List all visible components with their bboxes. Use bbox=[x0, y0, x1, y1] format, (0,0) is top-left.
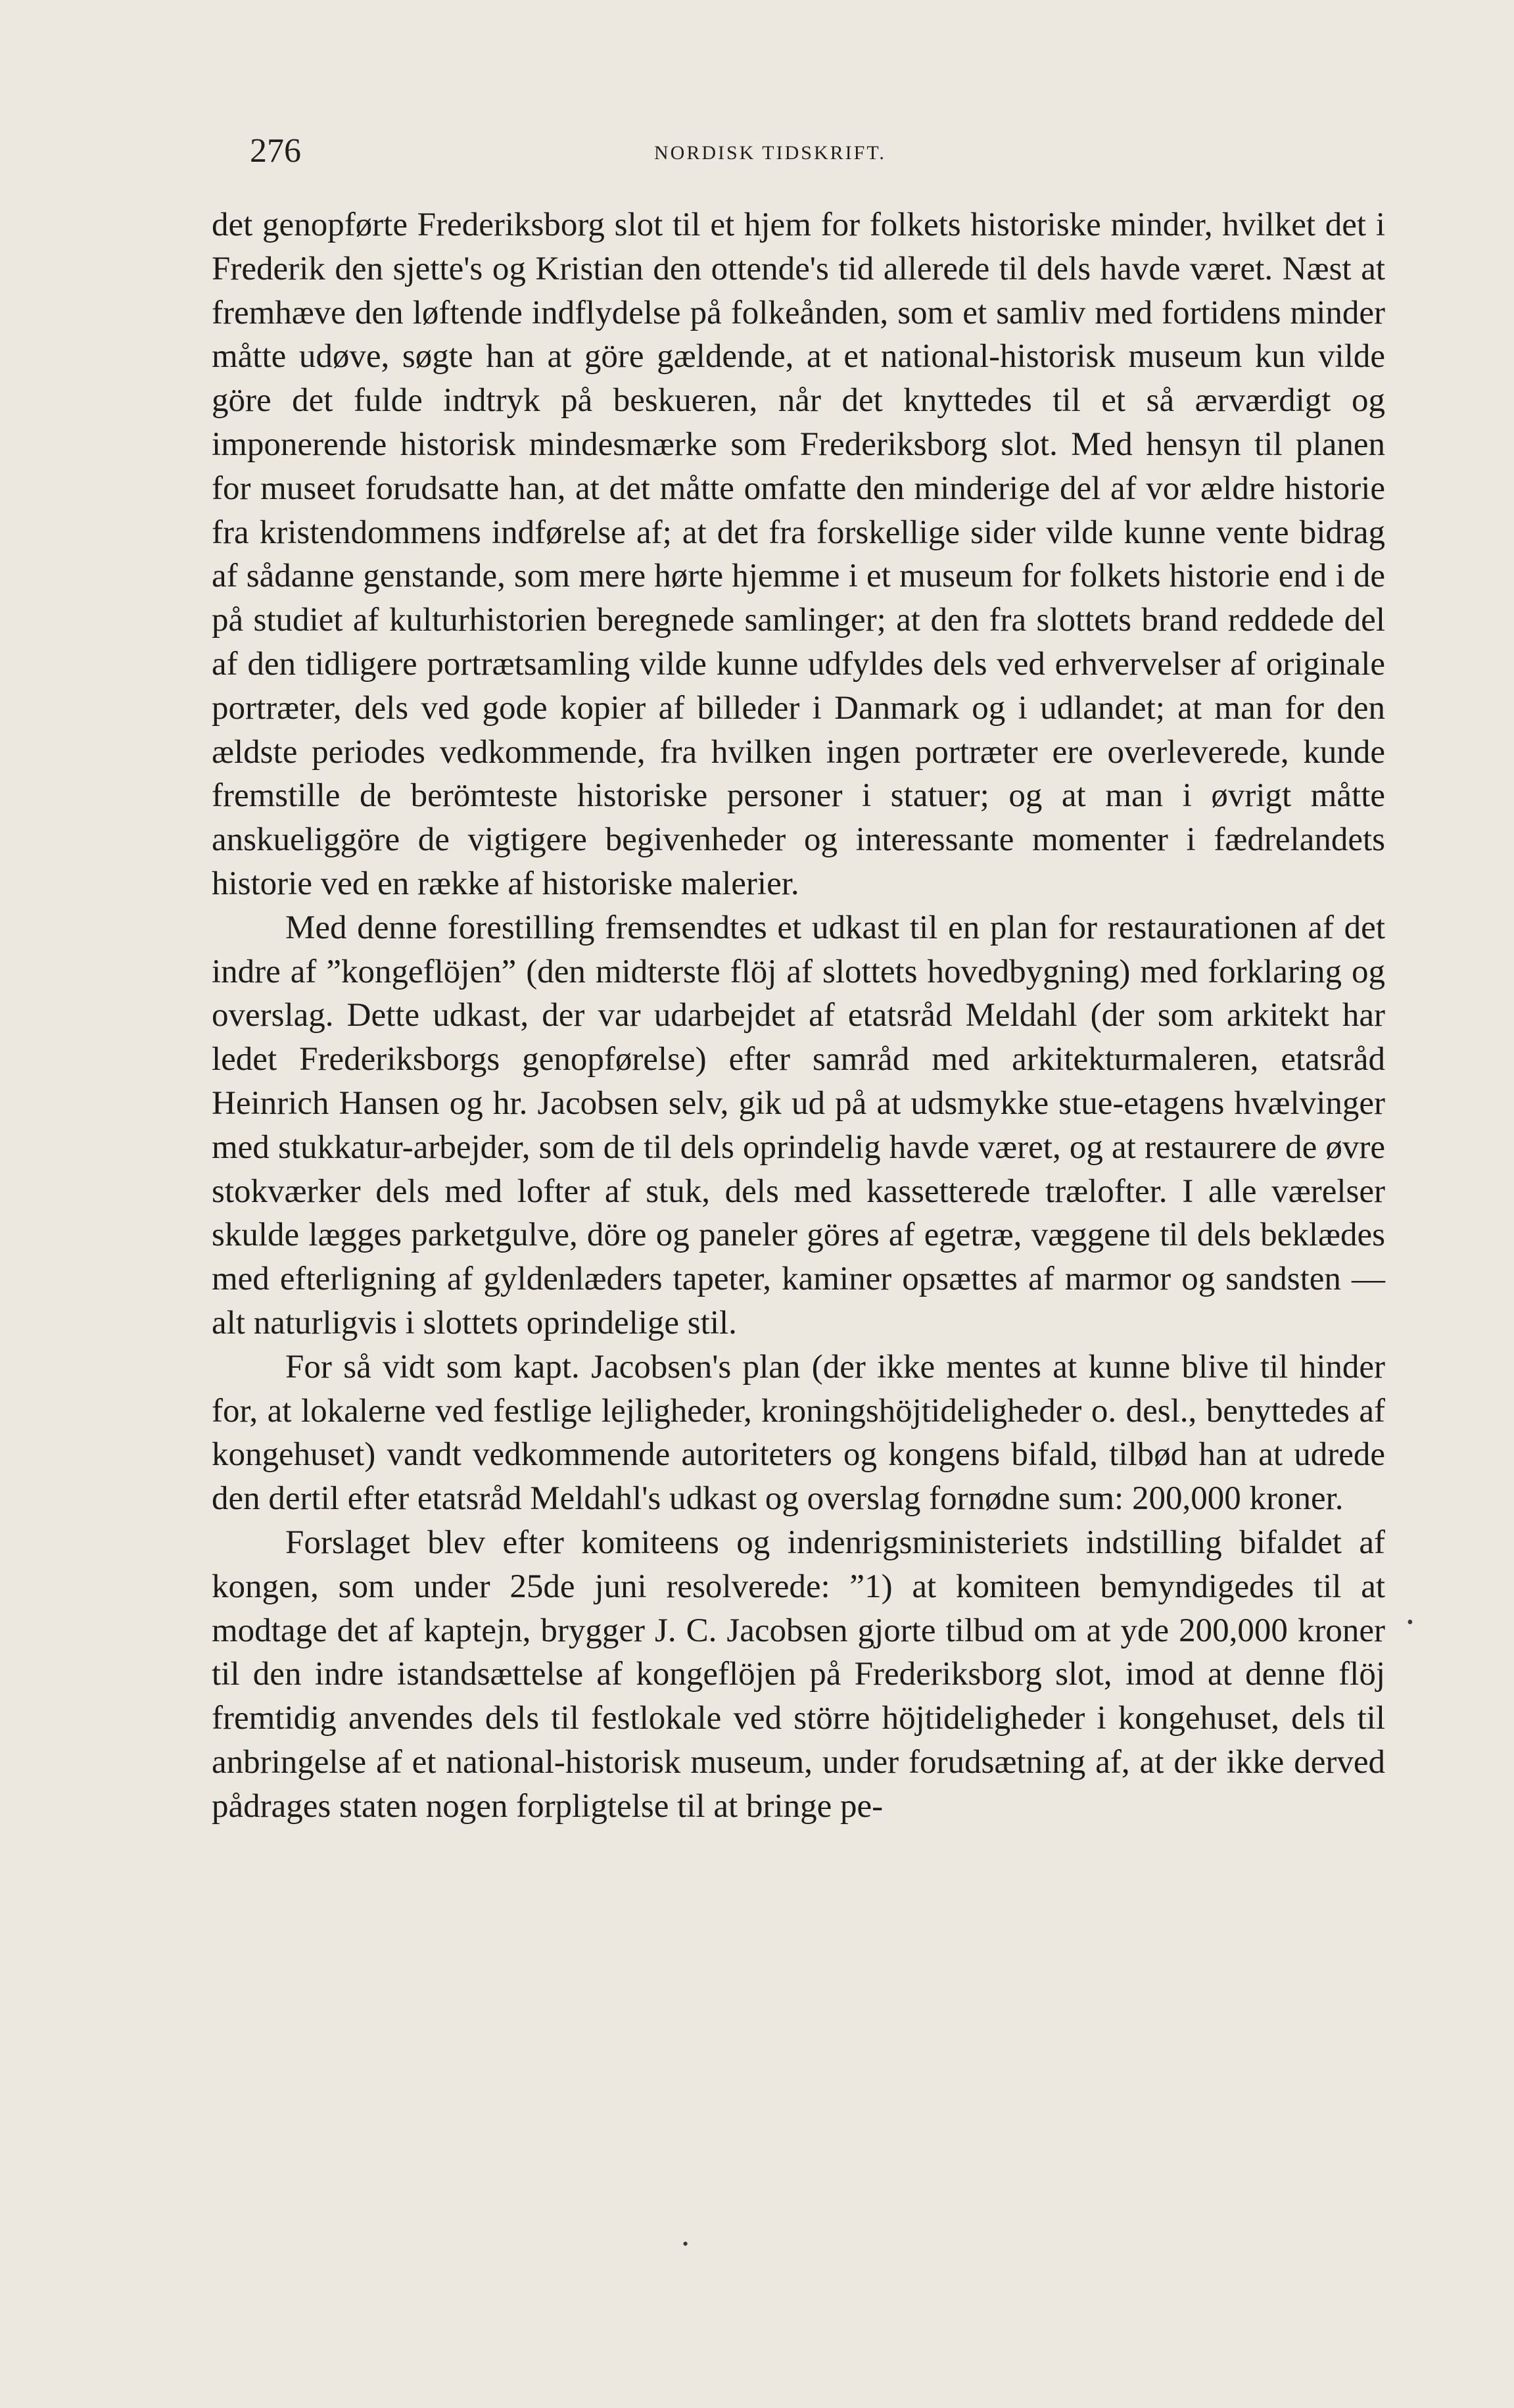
page-header bbox=[217, 132, 1387, 171]
paragraph-2: Med denne forestilling fremsendtes et udkast til en plan for restaurationen af det indre af ”kongeflöjen” (den midterste flöj af slottets hovedbygning) med forklaring og overslag. Dette udkast, der var udarbejdet af etatsråd Meldahl (der som arkitekt har ledet Frederiksborgs genopførelse) efter samråd med arkitekturmaleren, etatsråd Heinrich Hansen og hr. Jacobsen selv, gik ud på at udsmykke stue-etagens hvælvinger med stukkatur-arbejder, som de til dels oprindelig havde været, og at restaurere de øvre stokværker dels med lofter af stuk, dels med kassetterede trælofter. I alle værelser skulde lægges parketgulve, döre og paneler göres af egetræ, væggene til dels beklædes med efterligning af gyldenlæders tapeter, kaminer opsættes af marmor og sandsten — alt naturligvis i slottets oprindelige stil. bbox=[212, 909, 1385, 1341]
body-text bbox=[212, 203, 1385, 1828]
bottom-dot-mark: • bbox=[682, 2234, 689, 2253]
paragraph-4: Forslaget blev efter komiteens og indenrigsministeriets indstilling bifaldet af kongen, som under 25de juni resolverede: ”1) at komiteen bemyndigedes til at modtage det af kaptejn, brygger J. C. Jacobsen gjorte tilbud om at yde 200,000 kroner til den indre istandsættelse af kongeflöjen på Frederiksborg slot, imod at denne flöj fremtidig anvendes dels til festlokale ved större höjtideligheder i kongehuset, dels til anbringelse af et national-historisk museum, under forudsætning af, at der ikke derved pådrages staten nogen forpligtelse til at bringe pe- bbox=[212, 1524, 1385, 1825]
paragraph-3: For så vidt som kapt. Jacobsen's plan (der ikke mentes at kunne blive til hinder for, at lokalerne ved festlige lejligheder, kroningshöjtideligheder o. desl., benyttedes af kongehuset) vandt vedkommende autoriteters og kongens bifald, tilbød han at udrede den dertil efter etatsråd Meldahl's udkast og overslag fornødne sum: 200,000 kroner. bbox=[212, 1348, 1385, 1518]
margin-dot-mark: • bbox=[1407, 1612, 1413, 1633]
page-number: 276 bbox=[250, 132, 301, 170]
paragraph-1: det genopførte Frederiksborg slot til et hjem for folkets historiske minder, hvilket det i Frederik den sjette's og Kristian den ottende's tid allerede til dels havde været. Næst at fremhæve den løftende indflydelse på folkeånden, som et samliv med fortidens minder måtte udøve, søgte han at göre gældende, at et national-historisk museum kun vilde göre det fulde indtryk på beskueren, når det knyttedes til et så ærværdigt og imponerende historisk mindesmærke som Frederiksborg slot. Med hensyn til planen for museet forudsatte han, at det måtte omfatte den minderige del af vor ældre historie fra kristendommens indførelse af; at det fra forskellige sider vilde kunne vente bidrag af sådanne genstande, som mere hørte hjemme i et museum for folkets historie end i de på studiet af kulturhistorien beregnede samlinger; at den fra slottets brand reddede del af den tidligere portrætsamling vilde kunne udfyldes dels ved erhvervelser af originale portræter, dels ved gode kopier af billeder i Danmark og i udlandet; at man for den ældste periodes vedkommende, fra hvilken ingen portræter ere overleverede, kunde fremstille de berömteste historiske personer i statuer; og at man i øvrigt måtte anskueliggöre de vigtigere begivenheder og interessante momenter i fædrelandets historie ved en række af historiske malerier. bbox=[212, 206, 1385, 902]
running-head: NORDISK TIDSKRIFT. bbox=[654, 142, 886, 164]
